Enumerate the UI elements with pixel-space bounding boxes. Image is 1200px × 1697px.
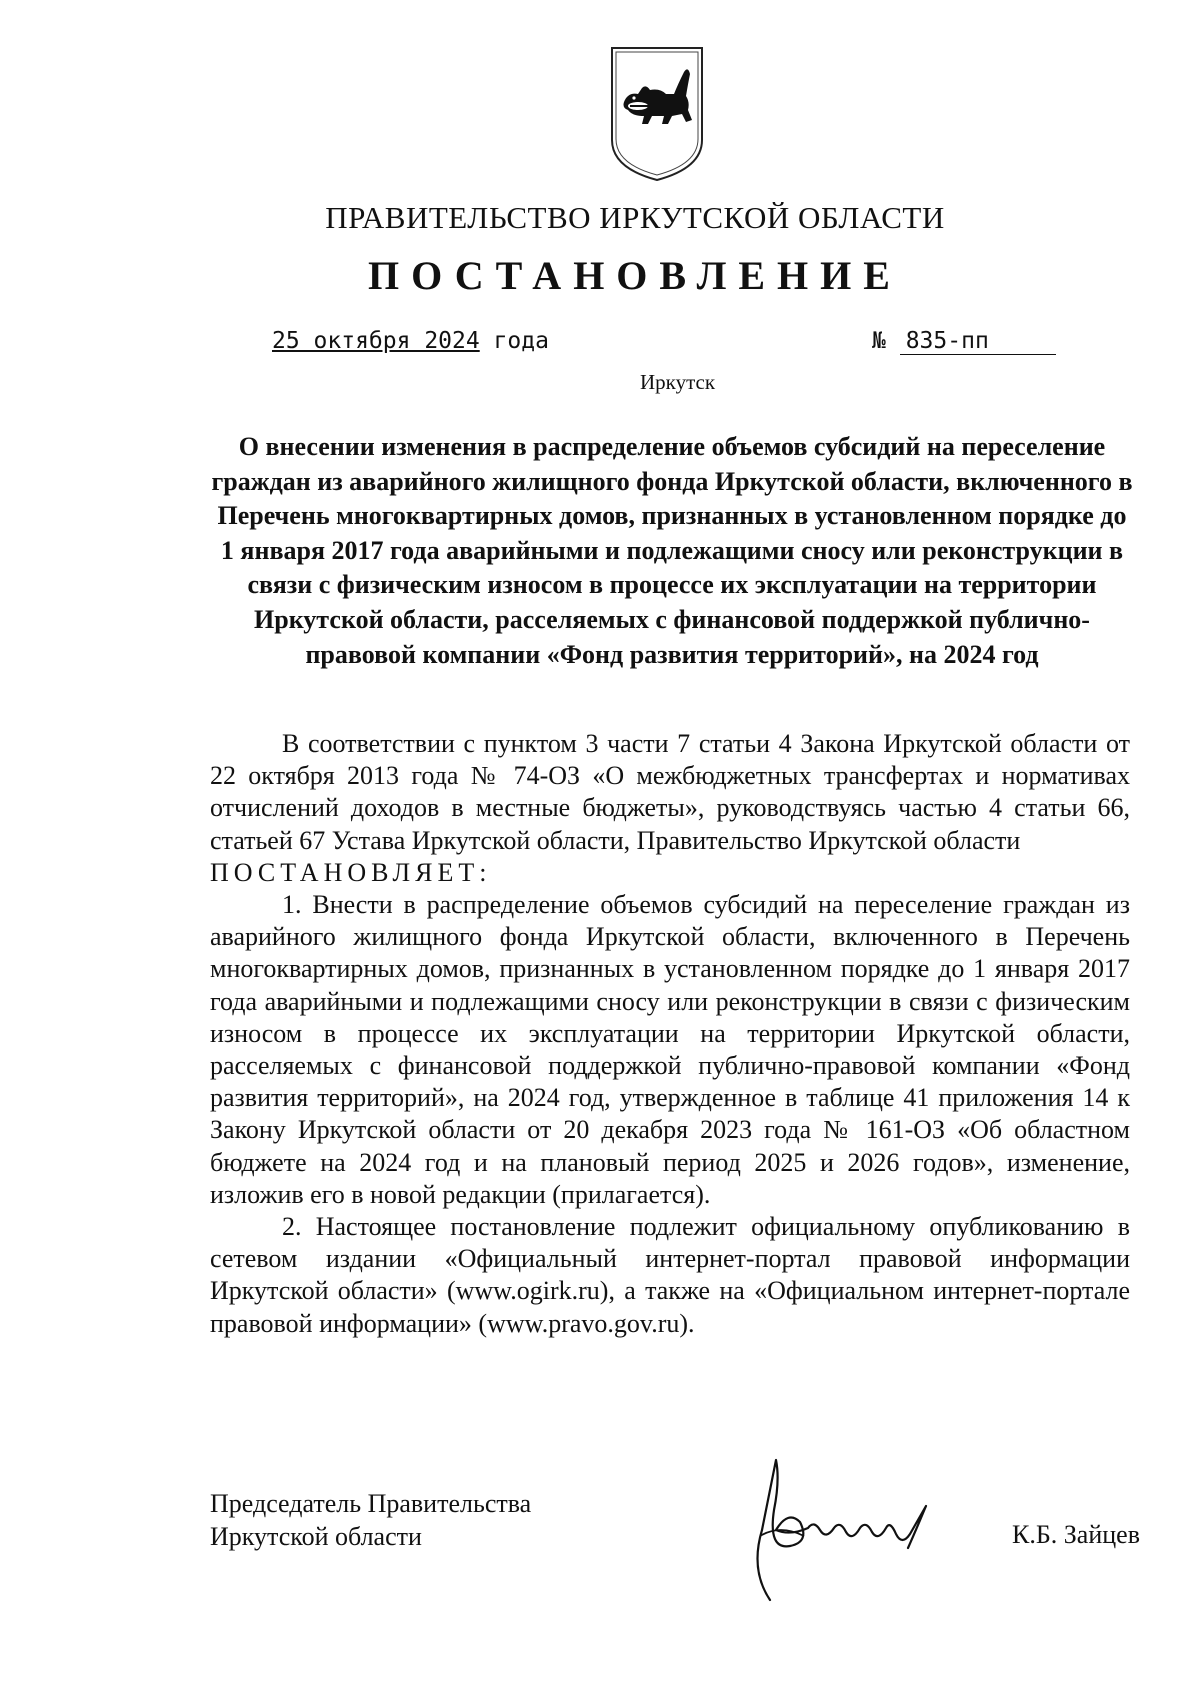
document-date (272, 328, 549, 354)
coat-of-arms-icon (608, 44, 706, 184)
handwritten-signature-icon (730, 1450, 960, 1610)
document-heading: О внесении изменения в распределение объемов субсидий на переселение граждан из аварийного жилищного фонда Иркутской области, включенного в Перечень многоквартирных домов, признанных в установленном порядке до 1 января 2017 года аварийными и подлежащими сносу или реконструкции в связи с физическим износом в процессе их эксплуатации на территории Иркутской области, расселяемых с финансовой поддержкой публично-правовой компании «Фонд развития территорий», на 2024 год (211, 432, 1133, 669)
number-value: 835-пп (900, 328, 1056, 355)
document-type: ПОСТАНОВЛЕНИЕ (368, 253, 902, 298)
item-2: 2. Настоящее постановление подлежит официальному опубликованию в сетевом издании «Официальный интернет-портал правовой информации Иркутской области» (www.ogirk.ru), а также на «Официальном интернет-портале правовой информации» (www.pravo.gov.ru). (210, 1212, 1130, 1338)
preamble: В соответствии с пунктом 3 части 7 статьи 4 Закона Иркутской области от 22 октября 2013 года № 74-ОЗ «О межбюджетных трансфертах и нормативах отчислений доходов в местные бюджеты», руководствуясь частью 4 статьи 66, статьей 67 Устава Иркутской области, Правительство Иркутской области (210, 729, 1130, 855)
date-value: 25 октября 2024 (272, 328, 480, 354)
item-1: 1. Внести в распределение объемов субсидий на переселение граждан из аварийного жилищного фонда Иркутской области, включенного в Перечень многоквартирных домов, признанных в установленном порядке до 1 января 2017 года аварийными и подлежащими сносу или реконструкции в связи с физическим износом в процессе их эксплуатации на территории Иркутской области, расселяемых с финансовой поддержкой публично-правовой компании «Фонд развития территорий», на 2024 год, утвержденное в таблице 41 приложения 14 к Закону Иркутской области от 20 декабря 2023 года № 161-ОЗ «Об областном бюджете на 2024 год и на плановый период 2025 и 2026 годов», изменение, изложив его в новой редакции (прилагается). (210, 890, 1130, 1209)
signer-title-line-2: Иркутской области (210, 1522, 422, 1551)
signer-name: К.Б. Зайцев (1012, 1520, 1140, 1549)
government-title: ПРАВИТЕЛЬСТВО ИРКУТСКОЙ ОБЛАСТИ (325, 200, 945, 235)
city: Иркутск (640, 370, 716, 394)
document-number (872, 328, 1056, 355)
date-suffix: года (479, 328, 549, 354)
document-body (210, 728, 1130, 1340)
number-prefix: № (872, 328, 900, 354)
decree-word: ПОСТАНОВЛЯЕТ: (210, 857, 492, 887)
signer-title (210, 1487, 531, 1553)
signer-title-line-1: Председатель Правительства (210, 1489, 532, 1518)
